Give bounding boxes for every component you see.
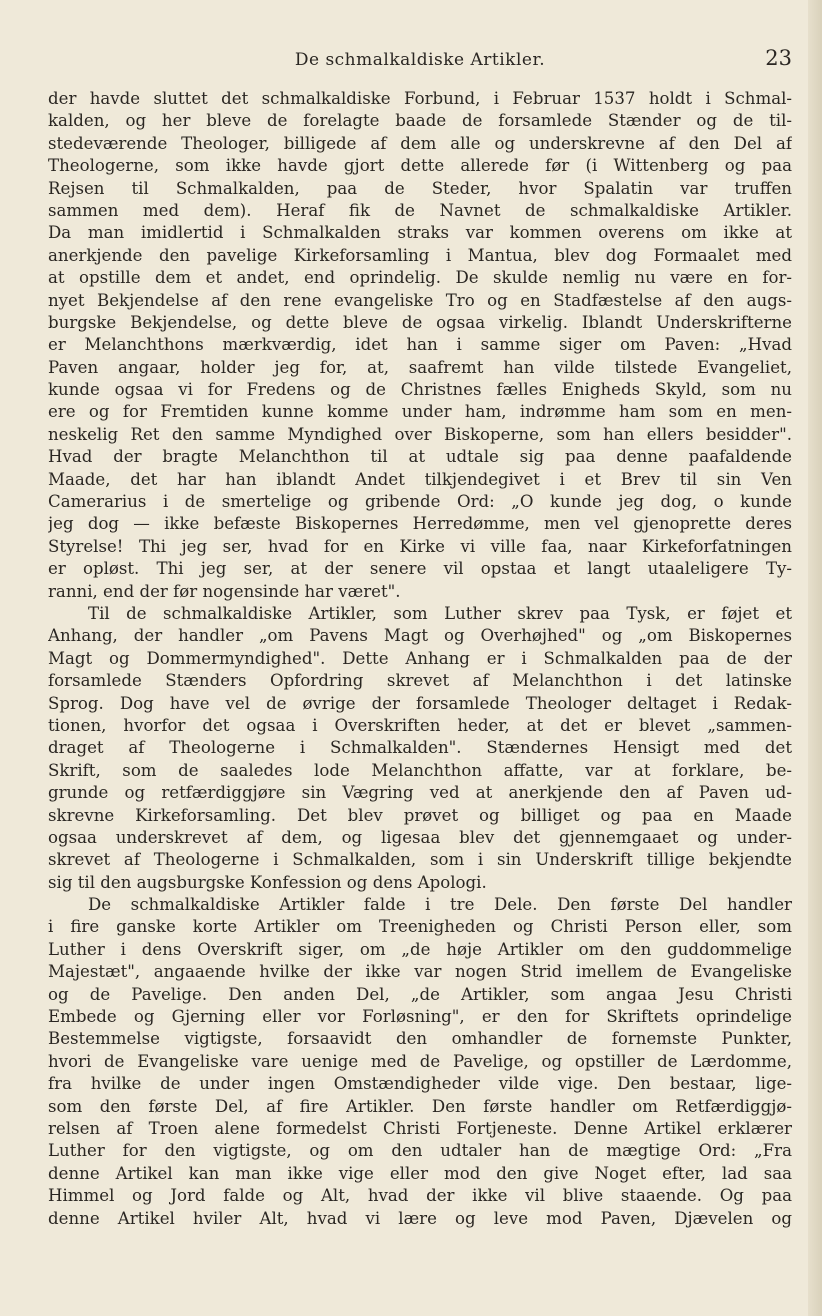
text-line: Theologerne, som ikke havde gjort dette allerede før (i Wittenberg og paa xyxy=(48,156,792,176)
text-line: ogsaa underskrevet af dem, og ligesaa blev det gjennemgaaet og under- xyxy=(48,827,792,847)
text-line: Styrelse! Thi jeg ser, hvad for en Kirke vi ville faa, naar Kirkeforfatningen xyxy=(48,536,792,556)
text-line: Til de schmalkaldiske Artikler, som Luther skrev paa Tysk, er føjet et xyxy=(88,603,792,623)
text-line: Paven angaar, holder jeg for, at, saafremt han vilde tilstede Evangeliet, xyxy=(48,357,792,377)
text-line: fra hvilke de under ingen Omstændigheder vilde vige. Den bestaar, lige- xyxy=(48,1074,792,1094)
text-line: grunde og retfærdiggjøre sin Vægring ved at anerkjende den af Paven ud- xyxy=(48,783,792,803)
page-header xyxy=(48,46,792,76)
text-line: denne Artikel kan man ikke vige eller mod den give Noget efter, lad saa xyxy=(48,1163,792,1183)
page-number: 23 xyxy=(765,46,792,70)
text-line: anerkjende den pavelige Kirkeforsamling i Mantua, blev dog Formaalet med xyxy=(48,245,792,265)
text-line: jeg dog — ikke befæste Biskopernes Herredømme, men vel gjenoprette deres xyxy=(48,514,792,534)
text-line: Skrift, som de saaledes lode Melanchthon affatte, var at forklare, be- xyxy=(48,760,792,780)
text-line: Sprog. Dog have vel de øvrige der forsamlede Theologer deltaget i Redak- xyxy=(48,693,792,713)
text-line: ere og for Fremtiden kunne komme under ham, indrømme ham som en men- xyxy=(48,402,792,422)
text-line: Anhang, der handler „om Pavens Magt og Overhøjhed" og „om Biskopernes xyxy=(48,626,792,646)
text-line: tionen, hvorfor det ogsaa i Overskriften heder, at det er blevet „sammen- xyxy=(48,715,792,735)
text-line: Majestæt", angaaende hvilke der ikke var nogen Strid imellem de Evangeliske xyxy=(48,962,792,982)
text-line: og de Pavelige. Den anden Del, „de Artikler, som angaa Jesu Christi xyxy=(48,984,792,1004)
text-line: er opløst. Thi jeg ser, at der senere vil opstaa et langt utaaleligere Ty- xyxy=(48,559,792,579)
text-line: Embede og Gjerning eller vor Forløsning", er den for Skriftets oprindelige xyxy=(48,1007,792,1027)
text-line: Himmel og Jord falde og Alt, hvad der ikke vil blive staaende. Og paa xyxy=(48,1186,792,1206)
text-line: sig til den augsburgske Konfession og dens Apologi. xyxy=(48,872,487,892)
text-line: at opstille dem et andet, end oprindelig. De skulde nemlig nu være en for- xyxy=(48,268,792,288)
text-line: kunde ogsaa vi for Fredens og de Christnes fælles Enigheds Skyld, som nu xyxy=(48,380,792,400)
text-line: stedeværende Theologer, billigede af dem alle og underskrevne af den Del af xyxy=(48,133,792,153)
text-line: nyet Bekjendelse af den rene evangeliske Tro og en Stadfæstelse af den augs- xyxy=(48,290,792,310)
text-line: skrevet af Theologerne i Schmalkalden, som i sin Underskrift tillige bekjendte xyxy=(48,850,792,870)
text-line: ranni, end der før nogensinde har været". xyxy=(48,581,401,601)
text-line: neskelig Ret den samme Myndighed over Biskoperne, som han ellers besidder". xyxy=(48,424,792,444)
text-line: der havde sluttet det schmalkaldiske Forbund, i Februar 1537 holdt i Schmal- xyxy=(48,89,792,108)
text-line: burgske Bekjendelse, og dette bleve de ogsaa virkelig. Iblandt Underskrifterne xyxy=(48,312,792,332)
text-line: Hvad der bragte Melanchthon til at udtale sig paa denne paafaldende xyxy=(48,447,792,467)
text-line: relsen af Troen alene formedelst Christi Fortjeneste. Denne Artikel erklærer xyxy=(48,1118,792,1138)
text-line: forsamlede Stænders Opfordring skrevet af Melanchthon i det latinske xyxy=(48,671,792,691)
text-line: skrevne Kirkeforsamling. Det blev prøvet og billiget og paa en Maade xyxy=(48,805,792,825)
text-line: kalden, og her bleve de forelagte baade de forsamlede Stænder og de til- xyxy=(48,111,792,131)
running-title: De schmalkaldiske Artikler. xyxy=(294,50,546,70)
text-line: Da man imidlertid i Schmalkalden straks var kommen overens om ikke at xyxy=(48,223,792,243)
text-line: i fire ganske korte Artikler om Treenigheden og Christi Person eller, som xyxy=(48,917,792,937)
text-line: Luther for den vigtigste, og om den udtaler han de mægtige Ord: „Fra xyxy=(48,1141,792,1161)
text-line: Camerarius i de smertelige og gribende Ord: „O kunde jeg dog, o kunde xyxy=(48,492,792,512)
text-line: Rejsen til Schmalkalden, paa de Steder, hvor Spalatin var truffen xyxy=(48,178,792,198)
text-line: sammen med dem). Heraf fik de Navnet de schmalkaldiske Artikler. xyxy=(48,200,792,220)
text-line: Magt og Dommermyndighed". Dette Anhang er i Schmalkalden paa de der xyxy=(48,648,792,668)
body-text xyxy=(48,88,792,1230)
text-line: hvori de Evangeliske vare uenige med de Pavelige, og opstiller de Lærdomme, xyxy=(48,1051,792,1071)
text-line: Bestemmelse vigtigste, forsaavidt den omhandler de fornemste Punkter, xyxy=(48,1029,792,1049)
text-line: Luther i dens Overskrift siger, om „de høje Artikler om den guddommelige xyxy=(48,939,792,959)
text-line: Maade, det har han iblandt Andet tilkjendegivet i et Brev til sin Ven xyxy=(48,469,792,489)
text-line: De schmalkaldiske Artikler falde i tre Dele. Den første Del handler xyxy=(88,895,792,915)
page-edge xyxy=(808,0,822,1316)
text-line: draget af Theologerne i Schmalkalden". Stændernes Hensigt med det xyxy=(48,738,792,758)
text-line: er Melanchthons mærkværdig, idet han i samme siger om Paven: „Hvad xyxy=(48,335,792,355)
text-line: som den første Del, af fire Artikler. Den første handler om Retfærdiggjø- xyxy=(48,1096,792,1116)
text-line: denne Artikel hviler Alt, hvad vi lære og leve mod Paven, Djævelen og xyxy=(48,1208,792,1228)
